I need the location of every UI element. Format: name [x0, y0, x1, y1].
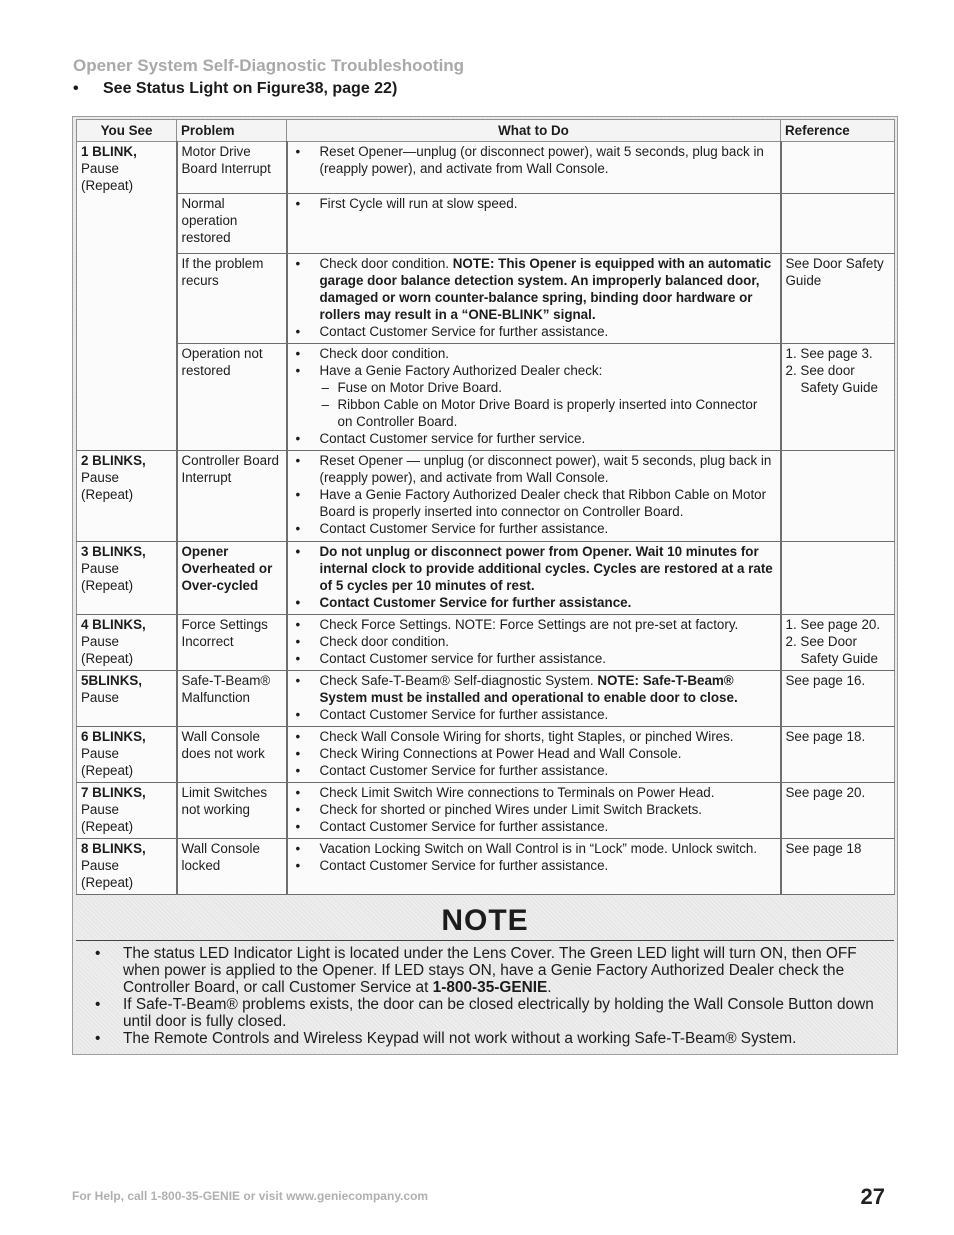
table-row: [77, 727, 895, 783]
action-item: • Contact Customer Service for further assistance.: [292, 323, 776, 340]
action-cell: [287, 194, 781, 254]
reference-cell: See page 18.: [781, 727, 895, 783]
action-text: Have a Genie Factory Authorized Dealer check:: [319, 363, 603, 378]
blink-pause: Pause: [81, 858, 119, 873]
reference-cell: See page 18: [781, 839, 895, 895]
reference-cell: [781, 542, 895, 615]
blink-repeat: (Repeat): [81, 819, 134, 834]
table-row: [77, 344, 895, 451]
blink-code-cell: [77, 727, 177, 783]
blink-code: 4 BLINKS,: [81, 617, 146, 632]
action-item: • Contact Customer service for further service.: [292, 430, 776, 447]
problem-cell: Normal operation restored: [177, 194, 287, 254]
problem-cell: Safe-T-Beam® Malfunction: [177, 671, 287, 727]
table-row: [77, 783, 895, 839]
reference-item: 1. See page 20.: [785, 617, 881, 632]
action-item: • Contact Customer service for further assistance.: [292, 650, 776, 667]
problem-cell: If the problem recurs: [177, 254, 287, 344]
action-item: • Contact Customer Service for further assistance.: [292, 857, 776, 874]
action-item: • Check Force Settings. NOTE: Force Settings are not pre-set at factory.: [292, 616, 776, 633]
note-text-end: .: [547, 979, 552, 996]
problem-cell: Operation not restored: [177, 344, 287, 451]
note-title: NOTE: [441, 904, 529, 937]
blink-code: 5BLINKS,: [81, 673, 143, 688]
blink-code: 6 BLINKS,: [81, 729, 146, 744]
blink-code: 3 BLINKS,: [81, 544, 146, 559]
action-item: • Vacation Locking Switch on Wall Control is in “Lock” mode. Unlock switch.: [292, 840, 776, 857]
action-cell: [287, 839, 781, 895]
blink-pause: Pause: [81, 746, 119, 761]
blink-code: 1 BLINK,: [81, 144, 137, 159]
blink-repeat: (Repeat): [81, 875, 134, 890]
action-item: • Do not unplug or disconnect power from Opener. Wait 10 minutes for internal clock to provide additional cycles. Cycles are restored at a rate of 5 cycles per 10 minutes of rest.: [292, 543, 776, 594]
table-row: [77, 671, 895, 727]
reference-cell: See page 20.: [781, 783, 895, 839]
action-item: [292, 362, 776, 430]
note-item: • The Remote Controls and Wireless Keypad will not work without a working Safe-T-Beam® System.: [92, 1030, 882, 1047]
table-row: [77, 542, 895, 615]
action-text: Check door condition.: [319, 256, 450, 271]
action-item: • Check Wall Console Wiring for shorts, tight Staples, or pinched Wires.: [292, 728, 776, 745]
table-header-row: [77, 120, 895, 142]
problem-cell: Opener Overheated or Over-cycled: [177, 542, 287, 615]
action-item: • Contact Customer Service for further assistance.: [292, 762, 776, 779]
blink-repeat: (Repeat): [81, 651, 134, 666]
action-item: • Check Limit Switch Wire connections to Terminals on Power Head.: [292, 784, 776, 801]
reference-cell: [781, 194, 895, 254]
blink-code-cell: [77, 783, 177, 839]
sub-item: – Fuse on Motor Drive Board.: [320, 379, 776, 396]
note-divider: [76, 940, 894, 941]
action-item: • First Cycle will run at slow speed.: [292, 195, 776, 212]
blink-repeat: (Repeat): [81, 763, 134, 778]
action-item: • Check for shorted or pinched Wires under Limit Switch Brackets.: [292, 801, 776, 818]
action-cell: [287, 615, 781, 671]
subheading-text: See Status Light on Figure38, page 22): [103, 80, 398, 97]
footer-help: For Help, call 1-800-35-GENIE or visit www.geniecompany.com: [72, 1189, 429, 1203]
blink-code-cell: [77, 142, 177, 451]
note-list: [92, 945, 882, 1047]
page-heading: Opener System Self-Diagnostic Troubleshooting: [73, 56, 465, 75]
action-cell: [287, 783, 781, 839]
action-item: • Check door condition.: [292, 345, 776, 362]
table-row: [77, 615, 895, 671]
action-cell: [287, 451, 781, 542]
action-item: • Reset Opener—unplug (or disconnect power), wait 5 seconds, plug back in (reapply power), and activate from Wall Console.: [292, 143, 776, 177]
blink-pause: Pause: [81, 470, 119, 485]
problem-cell: Limit Switches not working: [177, 783, 287, 839]
note-item: [92, 945, 882, 996]
reference-cell: [781, 615, 895, 671]
action-item: • Check Wiring Connections at Power Head and Wall Console.: [292, 745, 776, 762]
table-row: [77, 451, 895, 542]
action-cell: [287, 142, 781, 194]
bullet-icon: •: [73, 80, 79, 97]
blink-code-cell: [77, 671, 177, 727]
note-text: The status LED Indicator Light is located under the Lens Cover. The Green LED light will turn ON, then OFF when power is applied to the Opener. If LED stays ON, have a Genie Factory Authorized Dealer check the Controller Board, or call Customer Service at: [123, 945, 857, 996]
reference-item: 2. See Door Safety Guide: [785, 634, 878, 666]
reference-cell: See page 16.: [781, 671, 895, 727]
action-item: • Contact Customer Service for further assistance.: [292, 818, 776, 835]
note-phone: 1-800-35-GENIE: [432, 979, 548, 996]
blink-pause: Pause: [81, 802, 119, 817]
subheading: [73, 80, 397, 98]
problem-cell: Controller Board Interrupt: [177, 451, 287, 542]
action-item: • Contact Customer Service for further assistance.: [292, 594, 776, 611]
table-row: [77, 254, 895, 344]
troubleshooting-table: [76, 119, 895, 895]
action-item: [292, 255, 776, 323]
action-cell: [287, 344, 781, 451]
header-problem: Problem: [177, 120, 287, 142]
action-item: • Contact Customer Service for further assistance.: [292, 706, 776, 723]
action-note: NOTE: Safe-T-Beam® System must be installed and operational to enable door to close.: [319, 673, 738, 705]
table-row: [77, 142, 895, 194]
blink-pause: Pause: [81, 561, 119, 576]
reference-item: 1. See page 3.: [785, 346, 873, 361]
problem-cell: Wall Console does not work: [177, 727, 287, 783]
sub-item: – Ribbon Cable on Motor Drive Board is properly inserted into Connector on Controller Board.: [320, 396, 776, 430]
action-cell: [287, 671, 781, 727]
action-cell: [287, 542, 781, 615]
note-item: • If Safe-T-Beam® problems exists, the door can be closed electrically by holding the Wall Console Button down until door is fully closed.: [92, 996, 882, 1030]
blink-repeat: (Repeat): [81, 487, 134, 502]
action-item: • Reset Opener — unplug (or disconnect power), wait 5 seconds, plug back in (reapply power), and activate from Wall Console.: [292, 452, 776, 486]
reference-cell: [781, 451, 895, 542]
blink-code: 7 BLINKS,: [81, 785, 146, 800]
action-cell: [287, 254, 781, 344]
blink-code-cell: [77, 451, 177, 542]
problem-cell: Wall Console locked: [177, 839, 287, 895]
blink-pause: Pause: [81, 634, 119, 649]
action-cell: [287, 727, 781, 783]
blink-code-cell: [77, 542, 177, 615]
reference-cell: [781, 344, 895, 451]
action-note: NOTE: This Opener is equipped with an automatic garage door balance detection system. An improperly balanced door, damaged or worn counter-balance spring, binding door hardware or rollers may result in a “ONE-BLINK” signal.: [319, 256, 772, 322]
action-item: • Contact Customer Service for further assistance.: [292, 520, 776, 537]
blink-code-cell: [77, 839, 177, 895]
reference-cell: [781, 142, 895, 194]
blink-code: 2 BLINKS,: [81, 453, 146, 468]
blink-repeat: (Repeat): [81, 178, 134, 193]
action-text: Check Safe-T-Beam® Self-diagnostic System.: [319, 673, 594, 688]
problem-cell: Motor Drive Board Interrupt: [177, 142, 287, 194]
reference-cell: See Door Safety Guide: [781, 254, 895, 344]
action-item: [292, 672, 776, 706]
blink-code: 8 BLINKS,: [81, 841, 146, 856]
header-what-to-do: What to Do: [287, 120, 781, 142]
page-number: 27: [860, 1184, 885, 1209]
problem-cell: Force Settings Incorrect: [177, 615, 287, 671]
blink-code-cell: [77, 615, 177, 671]
blink-pause: Pause: [81, 690, 119, 705]
table-row: [77, 839, 895, 895]
reference-item: 2. See door Safety Guide: [785, 363, 878, 395]
header-you-see: You See: [77, 120, 177, 142]
action-item: • Check door condition.: [292, 633, 776, 650]
action-item: • Have a Genie Factory Authorized Dealer check that Ribbon Cable on Motor Board is properly inserted into connector on Controller Board.: [292, 486, 776, 520]
blink-repeat: (Repeat): [81, 578, 134, 593]
table-row: [77, 194, 895, 254]
blink-pause: Pause: [81, 161, 119, 176]
header-reference: Reference: [781, 120, 895, 142]
